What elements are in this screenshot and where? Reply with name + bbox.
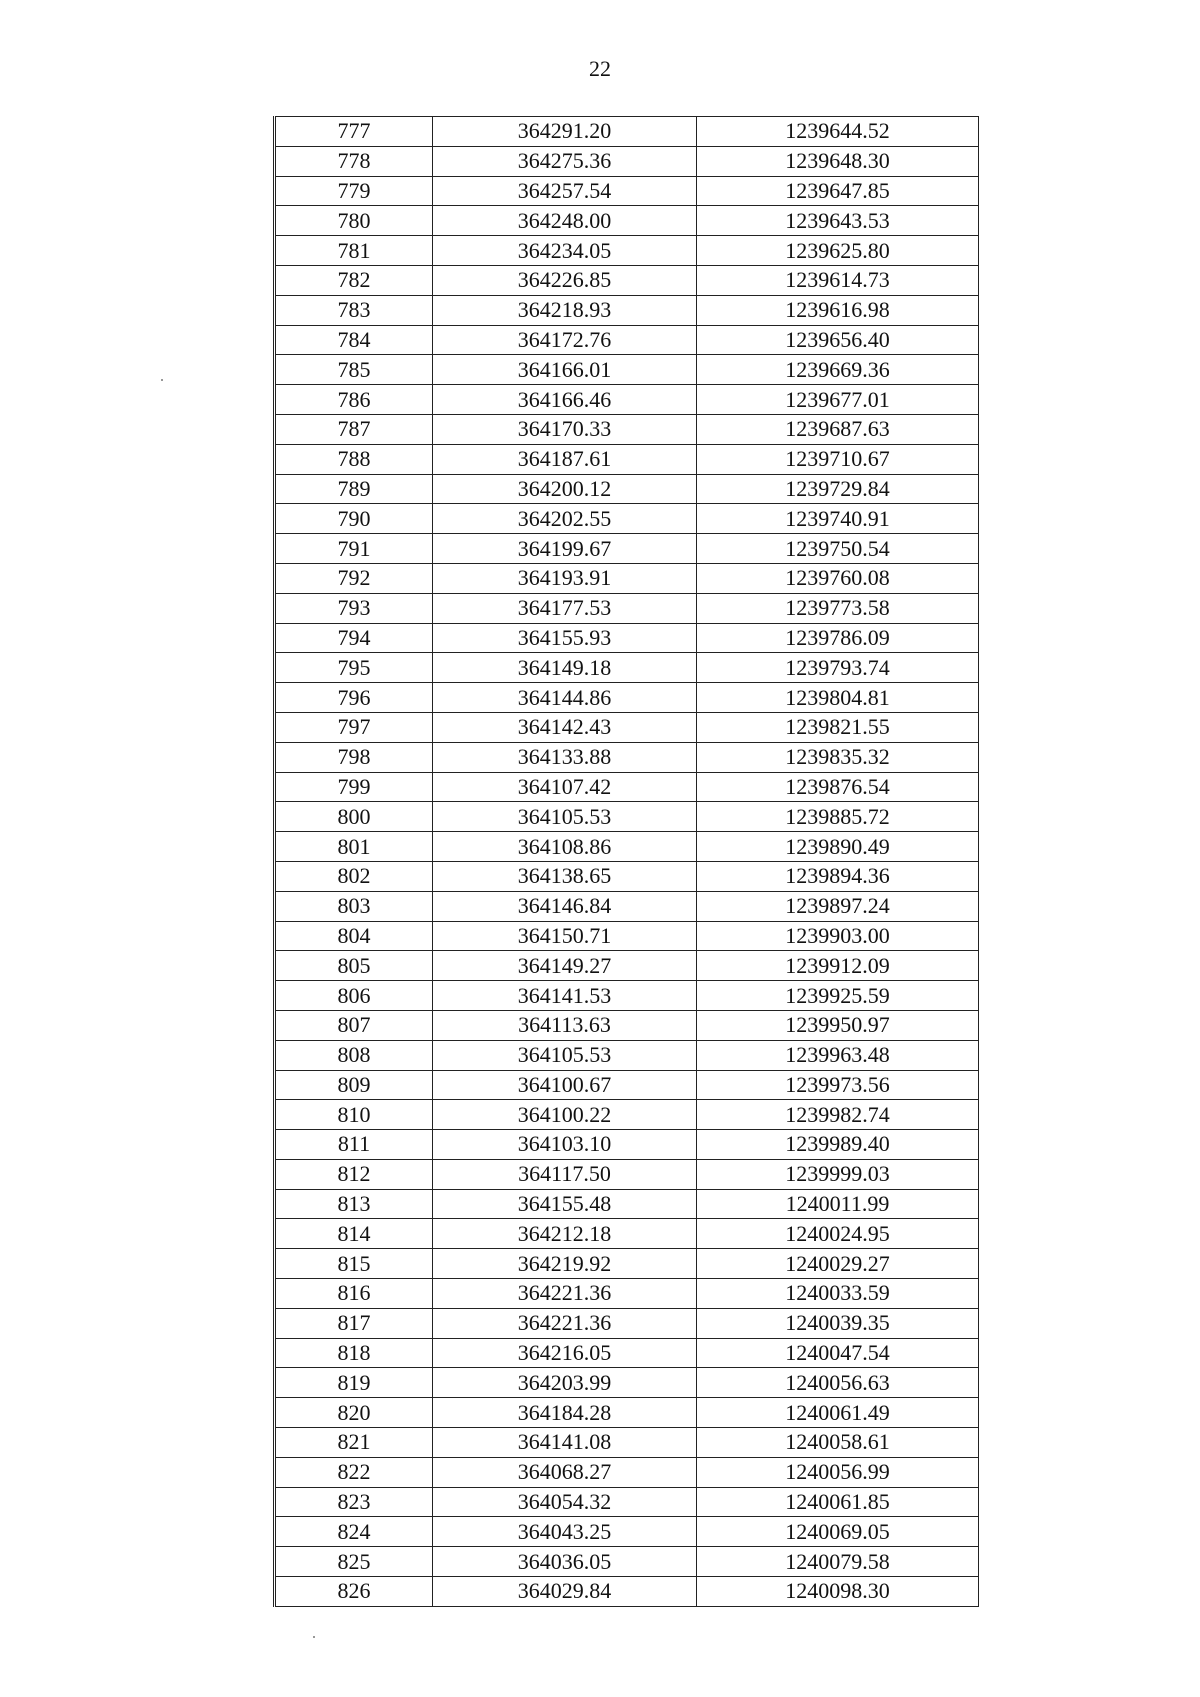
table-row [275,414,979,444]
x-coordinate-cell: 364142.43 [433,712,697,742]
y-coordinate-cell: 1240098.30 [697,1577,979,1607]
table-row [275,444,979,474]
point-number-cell: 805 [275,951,433,981]
table-row [275,623,979,653]
y-coordinate-cell: 1239999.03 [697,1159,979,1189]
point-number-cell: 806 [275,981,433,1011]
table-row [275,1368,979,1398]
x-coordinate-cell: 364275.36 [433,146,697,176]
point-number-cell: 782 [275,265,433,295]
x-coordinate-cell: 364043.25 [433,1517,697,1547]
point-number-cell: 798 [275,742,433,772]
x-coordinate-cell: 364219.92 [433,1249,697,1279]
point-number-cell: 791 [275,534,433,564]
y-coordinate-cell: 1239677.01 [697,385,979,415]
x-coordinate-cell: 364234.05 [433,236,697,266]
x-coordinate-cell: 364218.93 [433,295,697,325]
x-coordinate-cell: 364029.84 [433,1577,697,1607]
table-row [275,355,979,385]
y-coordinate-cell: 1239912.09 [697,951,979,981]
point-number-cell: 802 [275,861,433,891]
point-number-cell: 789 [275,474,433,504]
x-coordinate-cell: 364149.18 [433,653,697,683]
point-number-cell: 786 [275,385,433,415]
table-row [275,742,979,772]
x-coordinate-cell: 364144.86 [433,683,697,713]
point-number-cell: 810 [275,1100,433,1130]
x-coordinate-cell: 364212.18 [433,1219,697,1249]
point-number-cell: 813 [275,1189,433,1219]
table-row [275,504,979,534]
table-row [275,832,979,862]
point-number-cell: 788 [275,444,433,474]
point-number-cell: 792 [275,563,433,593]
x-coordinate-cell: 364291.20 [433,117,697,147]
table-row [275,1517,979,1547]
y-coordinate-cell: 1240058.61 [697,1428,979,1458]
table-row [275,653,979,683]
y-coordinate-cell: 1239656.40 [697,325,979,355]
point-number-cell: 781 [275,236,433,266]
x-coordinate-cell: 364138.65 [433,861,697,891]
x-coordinate-cell: 364257.54 [433,176,697,206]
point-number-cell: 784 [275,325,433,355]
table-row [275,563,979,593]
y-coordinate-cell: 1239925.59 [697,981,979,1011]
table-row [275,921,979,951]
table-row [275,534,979,564]
x-coordinate-cell: 364202.55 [433,504,697,534]
x-coordinate-cell: 364216.05 [433,1338,697,1368]
y-coordinate-cell: 1239903.00 [697,921,979,951]
table-row [275,1070,979,1100]
x-coordinate-cell: 364141.53 [433,981,697,1011]
x-coordinate-cell: 364146.84 [433,891,697,921]
point-number-cell: 822 [275,1457,433,1487]
x-coordinate-cell: 364248.00 [433,206,697,236]
table-row [275,802,979,832]
table-row [275,206,979,236]
x-coordinate-cell: 364155.48 [433,1189,697,1219]
y-coordinate-cell: 1239835.32 [697,742,979,772]
y-coordinate-cell: 1239740.91 [697,504,979,534]
x-coordinate-cell: 364203.99 [433,1368,697,1398]
point-number-cell: 800 [275,802,433,832]
point-number-cell: 812 [275,1159,433,1189]
page-number: 22 [589,56,611,81]
point-number-cell: 804 [275,921,433,951]
y-coordinate-cell: 1239989.40 [697,1130,979,1160]
point-number-cell: 807 [275,1010,433,1040]
table-row [275,1010,979,1040]
point-number-cell: 787 [275,414,433,444]
x-coordinate-cell: 364170.33 [433,414,697,444]
table-row [275,236,979,266]
x-coordinate-cell: 364221.36 [433,1279,697,1309]
table-row [275,1428,979,1458]
y-coordinate-cell: 1240079.58 [697,1547,979,1577]
x-coordinate-cell: 364149.27 [433,951,697,981]
table-row [275,265,979,295]
table-row [275,1279,979,1309]
x-coordinate-cell: 364166.01 [433,355,697,385]
y-coordinate-cell: 1239710.67 [697,444,979,474]
point-number-cell: 793 [275,593,433,623]
x-coordinate-cell: 364133.88 [433,742,697,772]
point-number-cell: 783 [275,295,433,325]
table-row [275,474,979,504]
y-coordinate-cell: 1239773.58 [697,593,979,623]
y-coordinate-cell: 1240061.49 [697,1398,979,1428]
x-coordinate-cell: 364155.93 [433,623,697,653]
x-coordinate-cell: 364221.36 [433,1308,697,1338]
x-coordinate-cell: 364100.22 [433,1100,697,1130]
y-coordinate-cell: 1239963.48 [697,1040,979,1070]
table-row [275,1577,979,1607]
x-coordinate-cell: 364187.61 [433,444,697,474]
point-number-cell: 824 [275,1517,433,1547]
y-coordinate-cell: 1239729.84 [697,474,979,504]
y-coordinate-cell: 1239648.30 [697,146,979,176]
point-number-cell: 795 [275,653,433,683]
point-number-cell: 790 [275,504,433,534]
point-number-cell: 826 [275,1577,433,1607]
y-coordinate-cell: 1239616.98 [697,295,979,325]
point-number-cell: 803 [275,891,433,921]
x-coordinate-cell: 364200.12 [433,474,697,504]
y-coordinate-cell: 1240024.95 [697,1219,979,1249]
x-coordinate-cell: 364193.91 [433,563,697,593]
point-number-cell: 809 [275,1070,433,1100]
coordinates-table [273,116,979,1607]
table-row [275,385,979,415]
x-coordinate-cell: 364141.08 [433,1428,697,1458]
x-coordinate-cell: 364150.71 [433,921,697,951]
y-coordinate-cell: 1239894.36 [697,861,979,891]
point-number-cell: 825 [275,1547,433,1577]
table-row [275,1547,979,1577]
point-number-cell: 801 [275,832,433,862]
y-coordinate-cell: 1239876.54 [697,772,979,802]
scan-speck [313,1636,315,1638]
y-coordinate-cell: 1239821.55 [697,712,979,742]
x-coordinate-cell: 364036.05 [433,1547,697,1577]
point-number-cell: 816 [275,1279,433,1309]
point-number-cell: 818 [275,1338,433,1368]
table-row [275,891,979,921]
table-row [275,117,979,147]
point-number-cell: 778 [275,146,433,176]
table-row [275,861,979,891]
table-row [275,146,979,176]
point-number-cell: 821 [275,1428,433,1458]
x-coordinate-cell: 364054.32 [433,1487,697,1517]
table-row [275,325,979,355]
x-coordinate-cell: 364107.42 [433,772,697,802]
scan-speck [161,379,163,381]
point-number-cell: 796 [275,683,433,713]
y-coordinate-cell: 1240033.59 [697,1279,979,1309]
y-coordinate-cell: 1239647.85 [697,176,979,206]
point-number-cell: 797 [275,712,433,742]
y-coordinate-cell: 1240056.99 [697,1457,979,1487]
x-coordinate-cell: 364166.46 [433,385,697,415]
x-coordinate-cell: 364068.27 [433,1457,697,1487]
point-number-cell: 823 [275,1487,433,1517]
x-coordinate-cell: 364199.67 [433,534,697,564]
y-coordinate-cell: 1239687.63 [697,414,979,444]
table-row [275,1487,979,1517]
y-coordinate-cell: 1240061.85 [697,1487,979,1517]
point-number-cell: 815 [275,1249,433,1279]
y-coordinate-cell: 1239760.08 [697,563,979,593]
point-number-cell: 819 [275,1368,433,1398]
y-coordinate-cell: 1239614.73 [697,265,979,295]
point-number-cell: 794 [275,623,433,653]
point-number-cell: 820 [275,1398,433,1428]
table-row [275,1249,979,1279]
y-coordinate-cell: 1239625.80 [697,236,979,266]
x-coordinate-cell: 364184.28 [433,1398,697,1428]
y-coordinate-cell: 1239890.49 [697,832,979,862]
y-coordinate-cell: 1239897.24 [697,891,979,921]
table-row [275,1338,979,1368]
y-coordinate-cell: 1239644.52 [697,117,979,147]
x-coordinate-cell: 364105.53 [433,802,697,832]
x-coordinate-cell: 364103.10 [433,1130,697,1160]
x-coordinate-cell: 364105.53 [433,1040,697,1070]
coordinates-table-body [275,117,979,1607]
point-number-cell: 777 [275,117,433,147]
y-coordinate-cell: 1239643.53 [697,206,979,236]
point-number-cell: 799 [275,772,433,802]
table-row [275,772,979,802]
y-coordinate-cell: 1240069.05 [697,1517,979,1547]
y-coordinate-cell: 1240056.63 [697,1368,979,1398]
y-coordinate-cell: 1239786.09 [697,623,979,653]
point-number-cell: 785 [275,355,433,385]
table-row [275,1457,979,1487]
table-row [275,1130,979,1160]
y-coordinate-cell: 1240029.27 [697,1249,979,1279]
y-coordinate-cell: 1239793.74 [697,653,979,683]
y-coordinate-cell: 1239973.56 [697,1070,979,1100]
table-row [275,1040,979,1070]
table-row [275,295,979,325]
table-row [275,1219,979,1249]
y-coordinate-cell: 1239669.36 [697,355,979,385]
table-row [275,683,979,713]
y-coordinate-cell: 1240011.99 [697,1189,979,1219]
table-row [275,1308,979,1338]
y-coordinate-cell: 1239950.97 [697,1010,979,1040]
point-number-cell: 780 [275,206,433,236]
y-coordinate-cell: 1239750.54 [697,534,979,564]
table-row [275,1100,979,1130]
point-number-cell: 811 [275,1130,433,1160]
x-coordinate-cell: 364113.63 [433,1010,697,1040]
point-number-cell: 814 [275,1219,433,1249]
table-row [275,951,979,981]
x-coordinate-cell: 364117.50 [433,1159,697,1189]
table-row [275,593,979,623]
y-coordinate-cell: 1239804.81 [697,683,979,713]
y-coordinate-cell: 1240047.54 [697,1338,979,1368]
y-coordinate-cell: 1240039.35 [697,1308,979,1338]
point-number-cell: 808 [275,1040,433,1070]
table-row [275,1159,979,1189]
table-row [275,1398,979,1428]
table-row [275,981,979,1011]
x-coordinate-cell: 364108.86 [433,832,697,862]
table-row [275,176,979,206]
x-coordinate-cell: 364100.67 [433,1070,697,1100]
x-coordinate-cell: 364226.85 [433,265,697,295]
x-coordinate-cell: 364172.76 [433,325,697,355]
point-number-cell: 779 [275,176,433,206]
point-number-cell: 817 [275,1308,433,1338]
y-coordinate-cell: 1239982.74 [697,1100,979,1130]
y-coordinate-cell: 1239885.72 [697,802,979,832]
table-row [275,712,979,742]
table-row [275,1189,979,1219]
x-coordinate-cell: 364177.53 [433,593,697,623]
